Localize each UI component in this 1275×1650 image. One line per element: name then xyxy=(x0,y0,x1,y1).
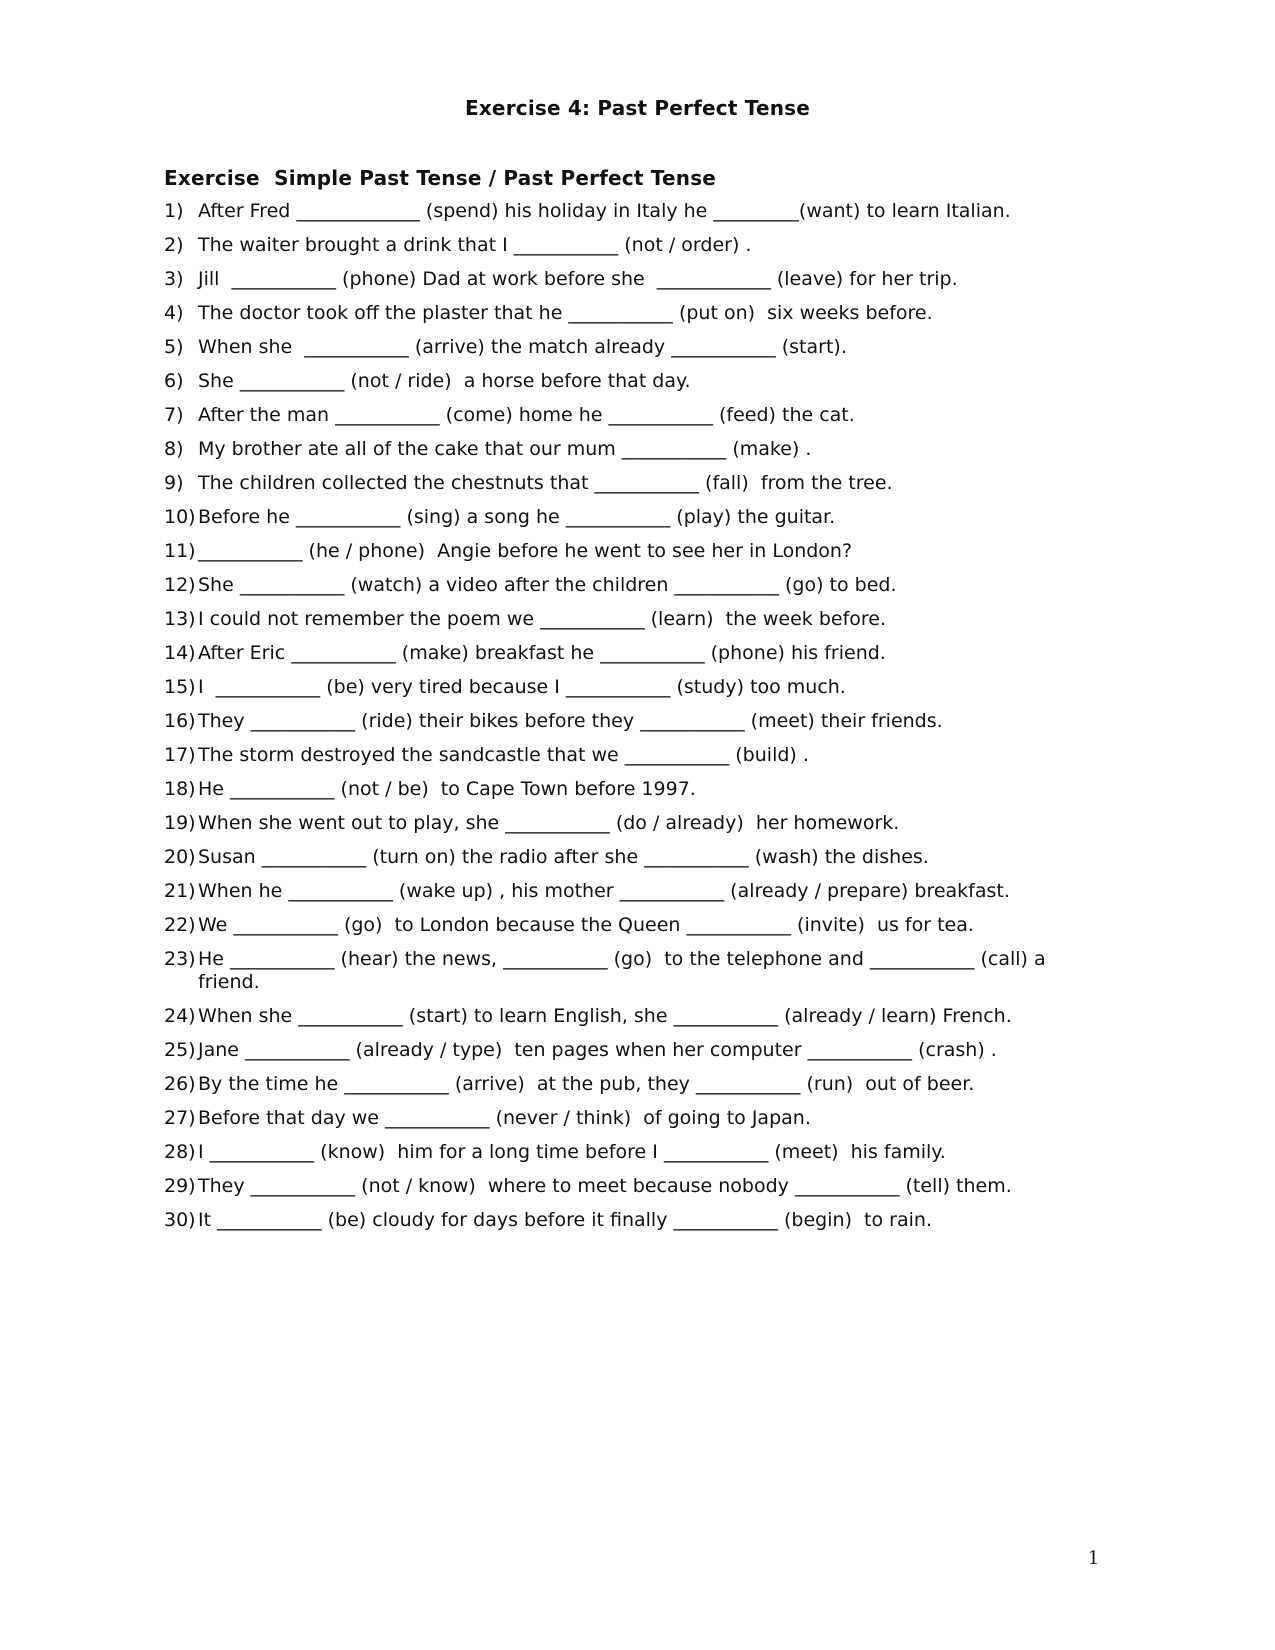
item-number: 17) xyxy=(164,744,196,766)
list-item xyxy=(164,710,1104,733)
item-number: 8) xyxy=(164,438,184,460)
item-text: When she went out to play, she ___________ (do / already) her homework. xyxy=(198,812,900,834)
item-text: Before he ___________ (sing) a song he ___________ (play) the guitar. xyxy=(198,506,836,528)
item-number: 1) xyxy=(164,200,184,222)
item-text: She ___________ (not / ride) a horse before that day. xyxy=(198,370,691,392)
item-number: 14) xyxy=(164,642,196,664)
list-item xyxy=(164,370,1104,393)
list-item xyxy=(164,268,1104,291)
list-item xyxy=(164,1141,1104,1164)
item-text: When she ___________ (arrive) the match already ___________ (start). xyxy=(198,336,847,358)
item-text: I could not remember the poem we ___________ (learn) the week before. xyxy=(198,608,887,630)
item-number: 21) xyxy=(164,880,196,902)
list-item xyxy=(164,302,1104,325)
item-text: After the man ___________ (come) home he ___________ (feed) the cat. xyxy=(198,404,855,426)
item-number: 7) xyxy=(164,404,184,426)
item-number: 20) xyxy=(164,846,196,868)
item-text: He ___________ (not / be) to Cape Town before 1997. xyxy=(198,778,696,800)
item-text: By the time he ___________ (arrive) at the pub, they ___________ (run) out of beer. xyxy=(198,1073,975,1095)
item-text: The doctor took off the plaster that he ___________ (put on) six weeks before. xyxy=(198,302,933,324)
list-item xyxy=(164,948,1104,994)
item-number: 24) xyxy=(164,1005,196,1027)
list-item xyxy=(164,506,1104,529)
item-number: 12) xyxy=(164,574,196,596)
item-text: Susan ___________ (turn on) the radio after she ___________ (wash) the dishes. xyxy=(198,846,929,868)
item-text: They ___________ (ride) their bikes before they ___________ (meet) their friends. xyxy=(198,710,943,732)
item-number: 5) xyxy=(164,336,184,358)
item-text: I ___________ (be) very tired because I ___________ (study) too much. xyxy=(198,676,846,698)
item-text: Jill ___________ (phone) Dad at work before she ____________ (leave) for her trip. xyxy=(198,268,958,290)
exercise-list xyxy=(164,200,1104,1243)
item-number: 27) xyxy=(164,1107,196,1129)
item-text: It ___________ (be) cloudy for days before it finally ___________ (begin) to rain. xyxy=(198,1209,932,1231)
item-text: The children collected the chestnuts that ___________ (fall) from the tree. xyxy=(198,472,893,494)
item-number: 18) xyxy=(164,778,196,800)
item-number: 29) xyxy=(164,1175,196,1197)
item-text: My brother ate all of the cake that our mum ___________ (make) . xyxy=(198,438,812,460)
list-item xyxy=(164,744,1104,767)
item-number: 25) xyxy=(164,1039,196,1061)
list-item xyxy=(164,1175,1104,1198)
section-title: Exercise Simple Past Tense / Past Perfect Tense xyxy=(164,166,717,190)
list-item xyxy=(164,914,1104,937)
list-item xyxy=(164,1039,1104,1062)
list-item xyxy=(164,1005,1104,1028)
item-number: 23) xyxy=(164,948,196,970)
item-text: When she ___________ (start) to learn English, she ___________ (already / learn) French. xyxy=(198,1005,1012,1027)
page-number: 1 xyxy=(1088,1545,1099,1569)
item-number: 30) xyxy=(164,1209,196,1231)
item-number: 22) xyxy=(164,914,196,936)
item-number: 4) xyxy=(164,302,184,324)
item-number: 10) xyxy=(164,506,196,528)
page-title: Exercise 4: Past Perfect Tense xyxy=(464,96,811,120)
item-number: 16) xyxy=(164,710,196,732)
item-text: We ___________ (go) to London because the Queen ___________ (invite) us for tea. xyxy=(198,914,974,936)
item-text: After Eric ___________ (make) breakfast he ___________ (phone) his friend. xyxy=(198,642,886,664)
item-text: He ___________ (hear) the news, ___________ (go) to the telephone and ___________ (call) a friend. xyxy=(198,948,1052,993)
item-text: Jane ___________ (already / type) ten pages when her computer ___________ (crash) . xyxy=(198,1039,997,1061)
item-text: She ___________ (watch) a video after the children ___________ (go) to bed. xyxy=(198,574,897,596)
item-text: After Fred _____________ (spend) his holiday in Italy he _________(want) to learn Italian. xyxy=(198,200,1011,222)
item-text: The storm destroyed the sandcastle that we ___________ (build) . xyxy=(198,744,809,766)
list-item xyxy=(164,540,1104,563)
list-item xyxy=(164,676,1104,699)
list-item xyxy=(164,472,1104,495)
list-item xyxy=(164,812,1104,835)
item-number: 26) xyxy=(164,1073,196,1095)
item-number: 2) xyxy=(164,234,184,256)
list-item xyxy=(164,1073,1104,1096)
list-item xyxy=(164,1209,1104,1232)
list-item xyxy=(164,574,1104,597)
item-number: 9) xyxy=(164,472,184,494)
list-item xyxy=(164,404,1104,427)
item-number: 11) xyxy=(164,540,196,562)
item-number: 28) xyxy=(164,1141,196,1163)
list-item xyxy=(164,200,1104,223)
item-number: 15) xyxy=(164,676,196,698)
item-text: ___________ (he / phone) Angie before he went to see her in London? xyxy=(198,540,853,562)
item-text: I ___________ (know) him for a long time before I ___________ (meet) his family. xyxy=(198,1141,946,1163)
item-number: 13) xyxy=(164,608,196,630)
item-number: 19) xyxy=(164,812,196,834)
list-item xyxy=(164,846,1104,869)
list-item xyxy=(164,778,1104,801)
list-item xyxy=(164,880,1104,903)
list-item xyxy=(164,438,1104,461)
list-item xyxy=(164,1107,1104,1130)
list-item xyxy=(164,608,1104,631)
item-text: When he ___________ (wake up) , his mother ___________ (already / prepare) breakfast. xyxy=(198,880,1010,902)
item-number: 3) xyxy=(164,268,184,290)
list-item xyxy=(164,642,1104,665)
list-item xyxy=(164,234,1104,257)
item-text: The waiter brought a drink that I ___________ (not / order) . xyxy=(198,234,752,256)
item-text: They ___________ (not / know) where to meet because nobody ___________ (tell) them. xyxy=(198,1175,1012,1197)
list-item xyxy=(164,336,1104,359)
item-number: 6) xyxy=(164,370,184,392)
item-text: Before that day we ___________ (never / think) of going to Japan. xyxy=(198,1107,811,1129)
